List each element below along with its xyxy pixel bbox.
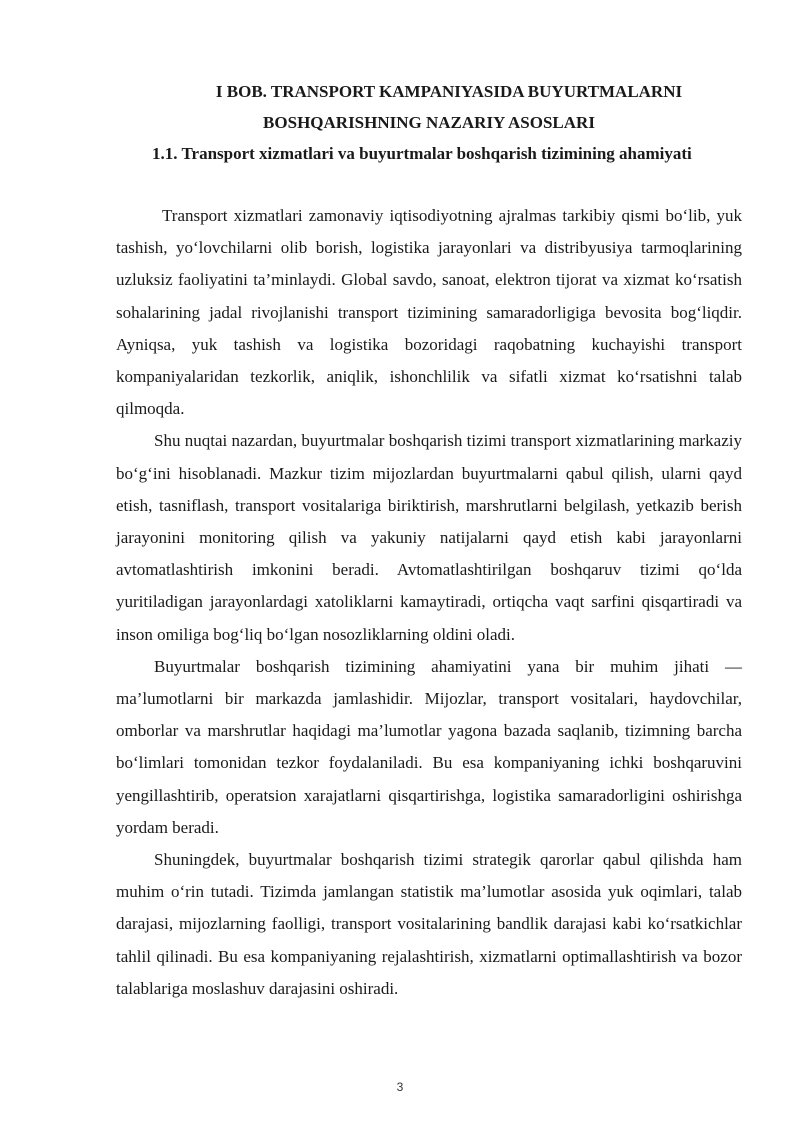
body-text: [116, 200, 742, 1005]
paragraph-1: Transport xizmatlari zamonaviy iqtisodiyotning ajralmas tarkibiy qismi bo‘lib, yuk tashish, yo‘lovchilarni olib borish, logistika jarayonlari va distribyusiya tarmoqlarining uzluksiz faoliyatini ta’minlaydi. Global savdo, sanoat, elektron tijorat va xizmat ko‘rsatish sohalarining jadal rivojlanishi transport tizimining samaradorligiga bevosita bog‘liqdir. Ayniqsa, yuk tashish va logistika bozoridagi raqobatning kuchayishi transport kompaniyalaridan tezkorlik, aniqlik, ishonchlilik va sifatli xizmat ko‘rsatishni talab qilmoqda.: [116, 206, 742, 419]
paragraph-3: Buyurtmalar boshqarish tizimining ahamiyatini yana bir muhim jihati — ma’lumotlarni bir markazda jamlashidir. Mijozlar, transport vositalari, haydovchilar, omborlar va marshrutlar haqidagi ma’lumotlar yagona bazada saqlanib, tizimning barcha bo‘limlari tomonidan tezkor foydalaniladi. Bu esa kompaniyaning ichki boshqaruvini yengillashtirib, operatsion xarajatlarni qisqartirishga, logistika samaradorligini oshirishga yordam beradi.: [116, 656, 742, 837]
section-title: 1.1. Transport xizmatlari va buyurtmalar boshqarish tizimining ahamiyati: [152, 144, 692, 163]
paragraph-4: Shuningdek, buyurtmalar boshqarish tizimi strategik qarorlar qabul qilishda ham muhim o‘rin tutadi. Tizimda jamlangan statistik ma’lumotlar asosida yuk oqimlari, talab darajasi, mijozlarning faolligi, transport vositalarining bandlik darajasi kabi ko‘rsatkichlar tahlil qilinadi. Bu esa kompaniyaning rejalashtirish, xizmatlarni optimallashtirish va bozor talablariga moslashuv darajasini oshiradi.: [116, 850, 742, 998]
chapter-title-line-1: I BOB. TRANSPORT KAMPANIYASIDA BUYURTMALARNI: [215, 82, 683, 101]
paragraph-2: Shu nuqtai nazardan, buyurtmalar boshqarish tizimi transport xizmatlarining markaziy bo‘g‘ini hisoblanadi. Mazkur tizim mijozlardan buyurtmalarni qabul qilish, ularni qayd etish, tasniflash, transport vositalariga biriktirish, marshrutlarni belgilash, yetkazib berish jarayonini monitoring qilish va yakuniy natijalarni qayd etish kabi jarayonlarni avtomatlashtirish imkonini beradi. Avtomatlashtirilgan boshqaruv tizimi qo‘lda yuritiladigan jarayonlardagi xatoliklarni kamaytiradi, ortiqcha vaqt sarfini qisqartiradi va inson omiliga bog‘liq bo‘lgan nosozliklarning oldini oladi.: [116, 431, 742, 644]
page-number: 3: [396, 1080, 404, 1094]
chapter-title: [116, 76, 742, 138]
chapter-title-line-2: BOSHQARISHNING NAZARIY ASOSLARI: [263, 113, 595, 132]
